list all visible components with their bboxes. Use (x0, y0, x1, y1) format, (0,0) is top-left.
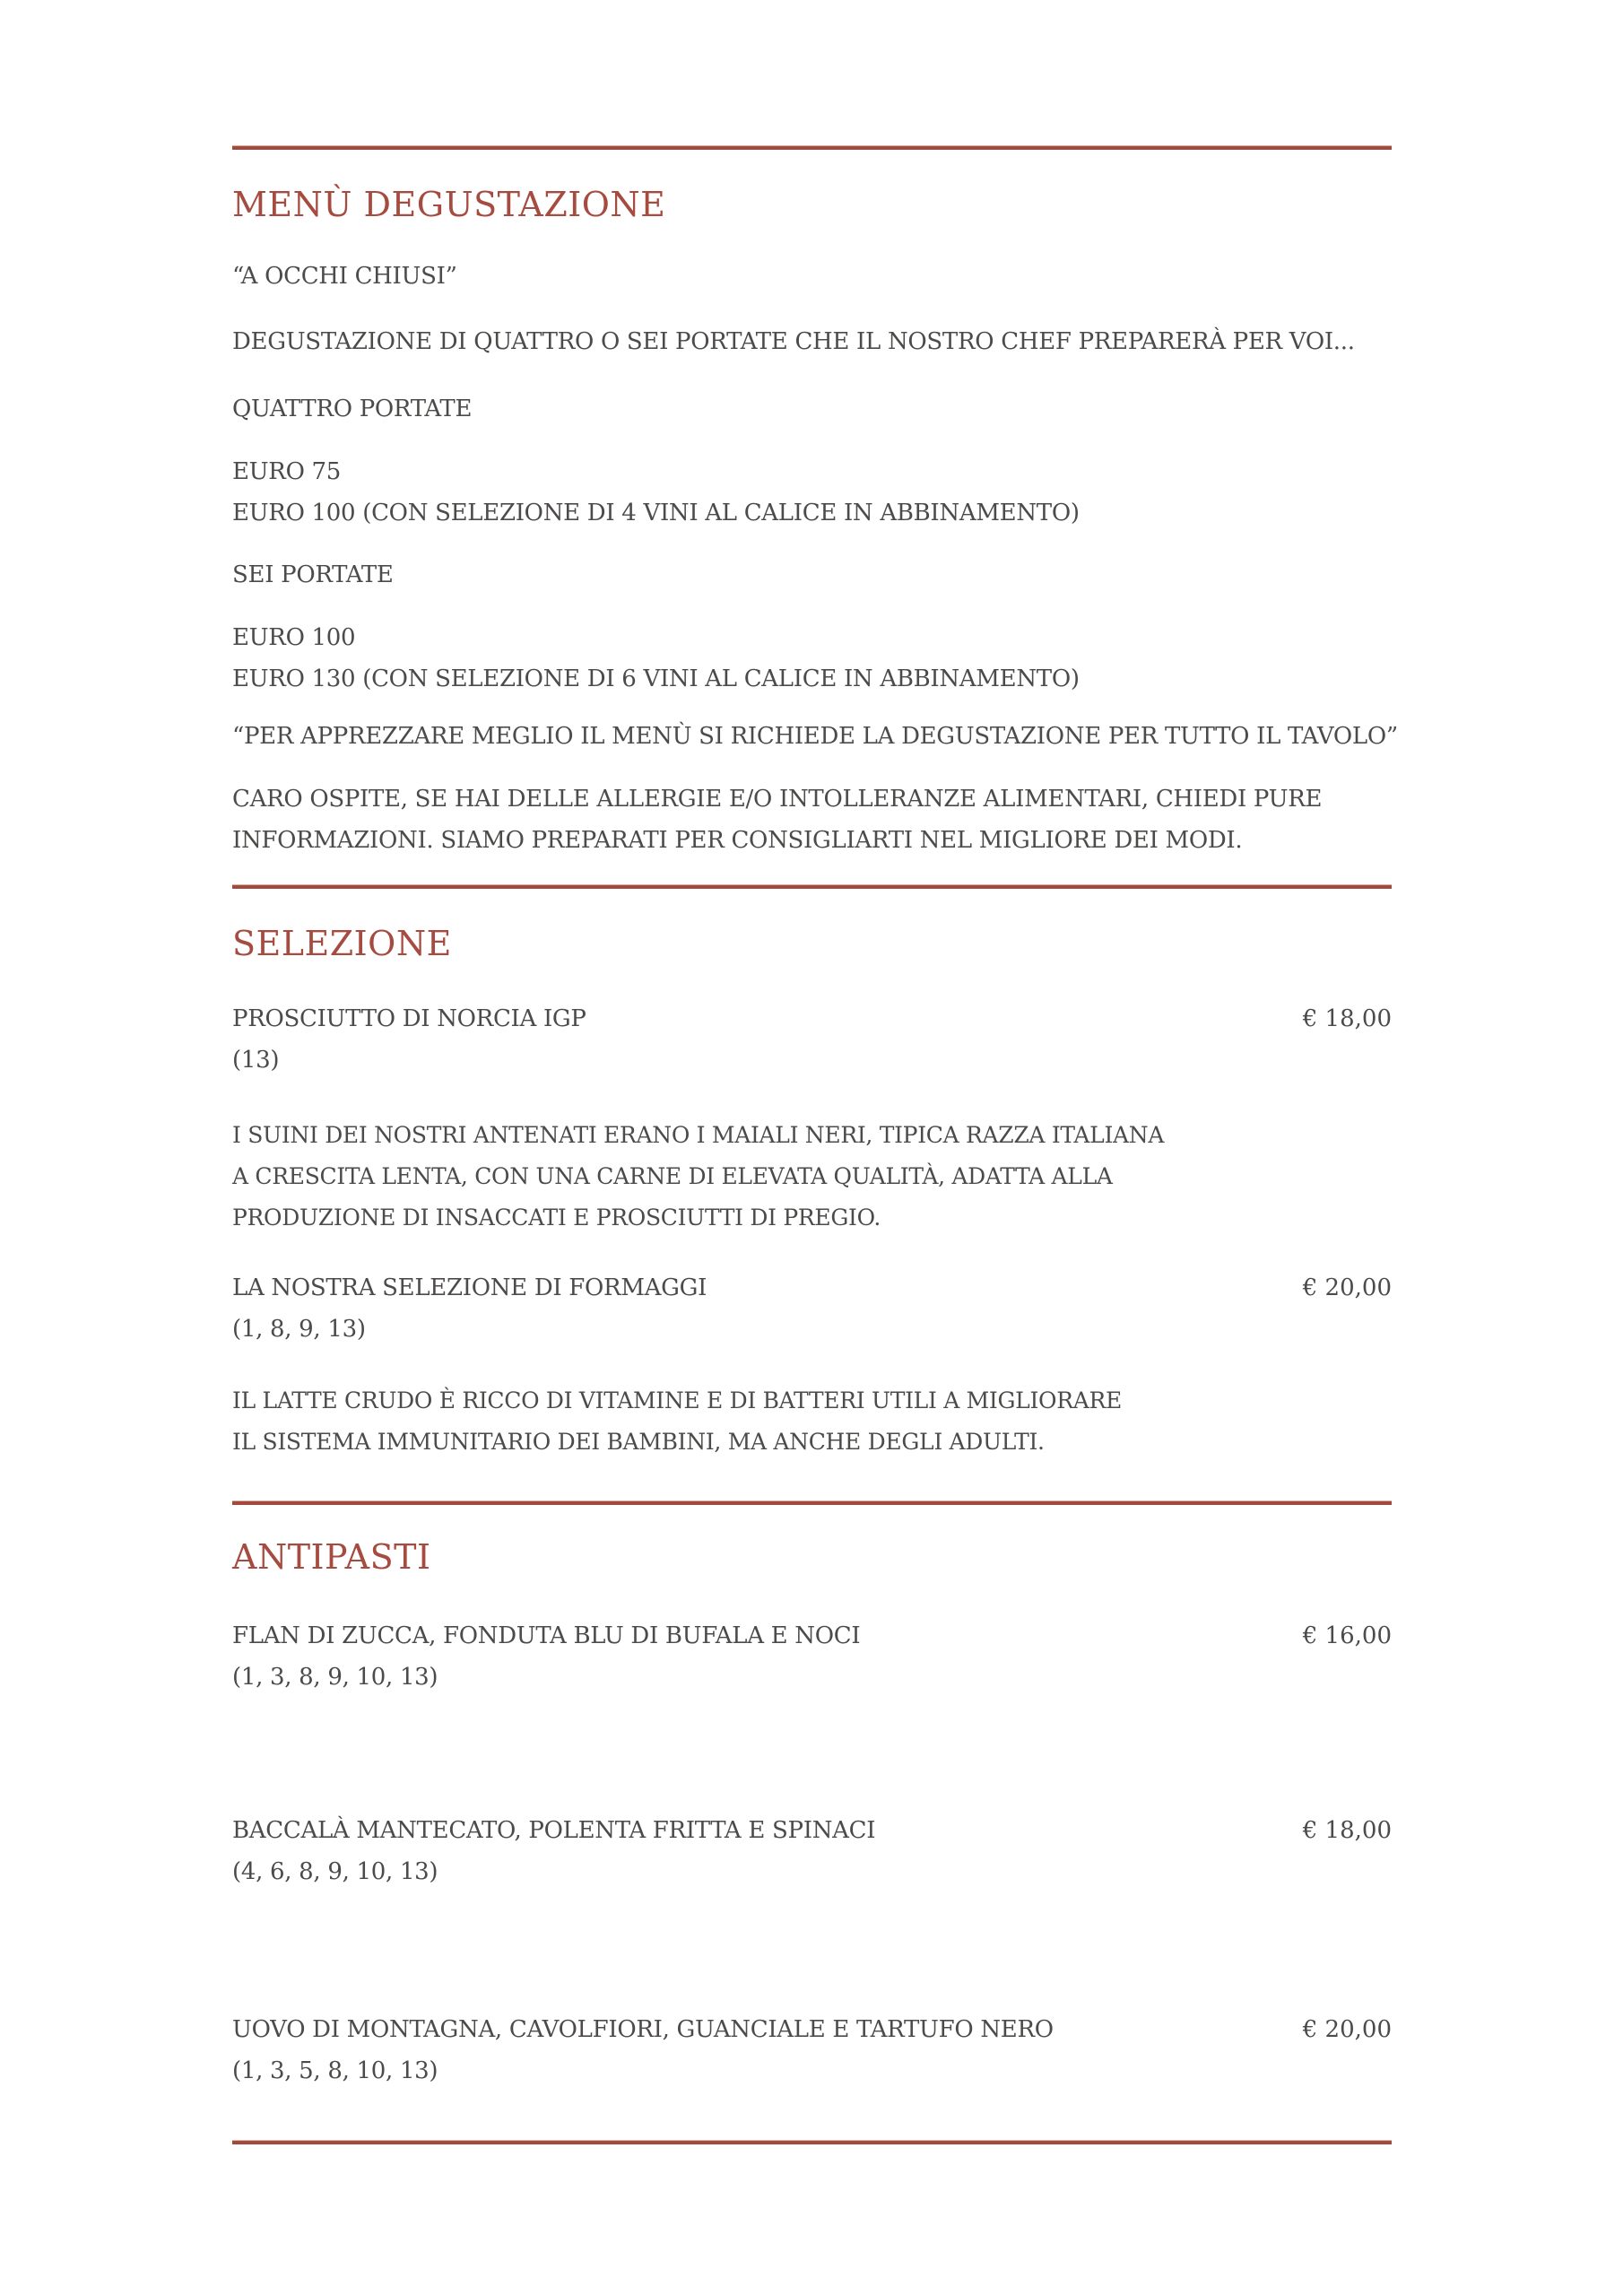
description-line: PRODUZIONE DI INSACCATI E PROSCIUTTI DI PREGIO. (232, 1205, 881, 1231)
four-courses-label: QUATTRO PORTATE (232, 396, 473, 422)
four-courses-price-with-wine: EURO 100 (CON SELEZIONE DI 4 VINI AL CALICE IN ABBINAMENTO) (232, 500, 1080, 526)
menu-item-row (232, 2009, 1392, 2050)
menu-item-name: LA NOSTRA SELEZIONE DI FORMAGGI (232, 1274, 707, 1301)
menu-item-row (232, 998, 1392, 1039)
menu-item-row (232, 1267, 1392, 1309)
six-courses-price-with-wine: EURO 130 (CON SELEZIONE DI 6 VINI AL CALICE IN ABBINAMENTO) (232, 665, 1080, 692)
six-courses-price-base: EURO 100 (232, 624, 356, 651)
menu-item-description (232, 1115, 1392, 1239)
section-divider (232, 145, 1392, 150)
section-title-selezione: SELEZIONE (232, 924, 452, 963)
description-line: A CRESCITA LENTA, CON UNA CARNE DI ELEVATA QUALITÀ, ADATTA ALLA (232, 1163, 1113, 1189)
menu-item-name: BACCALÀ MANTECATO, POLENTA FRITTA E SPINACI (232, 1817, 876, 1844)
section-title-menu-degustazione: MENÙ DEGUSTAZIONE (232, 185, 666, 224)
menu-item-name: PROSCIUTTO DI NORCIA IGP (232, 1005, 586, 1032)
description-line: I SUINI DEI NOSTRI ANTENATI ERANO I MAIALI NERI, TIPICA RAZZA ITALIANA (232, 1122, 1165, 1148)
menu-item-formaggi (232, 1267, 1392, 1350)
menu-item-baccala (232, 1810, 1392, 1892)
six-courses-label: SEI PORTATE (232, 561, 394, 588)
menu-item-price: € 20,00 (1302, 2016, 1392, 2043)
menu-item-allergens: (1, 3, 8, 9, 10, 13) (232, 1664, 438, 1691)
four-courses-price-base: EURO 75 (232, 458, 342, 485)
section-divider (232, 1500, 1392, 1505)
six-courses-prices (232, 617, 1392, 700)
menu-item-allergens: (1, 3, 5, 8, 10, 13) (232, 2057, 438, 2084)
menu-item-price: € 16,00 (1302, 1622, 1392, 1649)
allergy-notice-line-1: CARO OSPITE, SE HAI DELLE ALLERGIE E/O INTOLLERANZE ALIMENTARI, CHIEDI PURE (232, 786, 1323, 813)
menu-item-allergens: (4, 6, 8, 9, 10, 13) (232, 1858, 438, 1885)
menu-item-price: € 18,00 (1302, 1005, 1392, 1032)
menu-item-uovo (232, 2009, 1392, 2092)
section-divider (232, 2140, 1392, 2144)
menu-item-allergens: (13) (232, 1047, 280, 1074)
menu-item-flan (232, 1615, 1392, 1698)
degustazione-intro: DEGUSTAZIONE DI QUATTRO O SEI PORTATE CHE IL NOSTRO CHEF PREPARERÀ PER VOI... (232, 328, 1355, 355)
menu-item-name: UOVO DI MONTAGNA, CAVOLFIORI, GUANCIALE E TARTUFO NERO (232, 2016, 1054, 2043)
description-line: IL SISTEMA IMMUNITARIO DEI BAMBINI, MA ANCHE DEGLI ADULTI. (232, 1429, 1045, 1455)
menu-item-price: € 20,00 (1302, 1274, 1392, 1301)
menu-item-description (232, 1380, 1392, 1463)
menu-item-name: FLAN DI ZUCCA, FONDUTA BLU DI BUFALA E NOCI (232, 1622, 861, 1649)
section-title-antipasti: ANTIPASTI (232, 1537, 431, 1577)
menu-item-row (232, 1810, 1392, 1851)
allergy-notice (232, 778, 1392, 861)
description-line: IL LATTE CRUDO È RICCO DI VITAMINE E DI BATTERI UTILI A MIGLIORARE (232, 1387, 1122, 1413)
menu-item-prosciutto (232, 998, 1392, 1081)
section-divider (232, 884, 1392, 889)
degustazione-subtitle: “A OCCHI CHIUSI” (232, 263, 457, 290)
menu-item-price: € 18,00 (1302, 1817, 1392, 1844)
degustazione-table-note: “PER APPREZZARE MEGLIO IL MENÙ SI RICHIEDE LA DEGUSTAZIONE PER TUTTO IL TAVOLO” (232, 723, 1398, 750)
menu-item-row (232, 1615, 1392, 1657)
menu-item-allergens: (1, 8, 9, 13) (232, 1316, 366, 1343)
four-courses-prices (232, 451, 1392, 534)
allergy-notice-line-2: INFORMAZIONI. SIAMO PREPARATI PER CONSIGLIARTI NEL MIGLIORE DEI MODI. (232, 827, 1243, 854)
